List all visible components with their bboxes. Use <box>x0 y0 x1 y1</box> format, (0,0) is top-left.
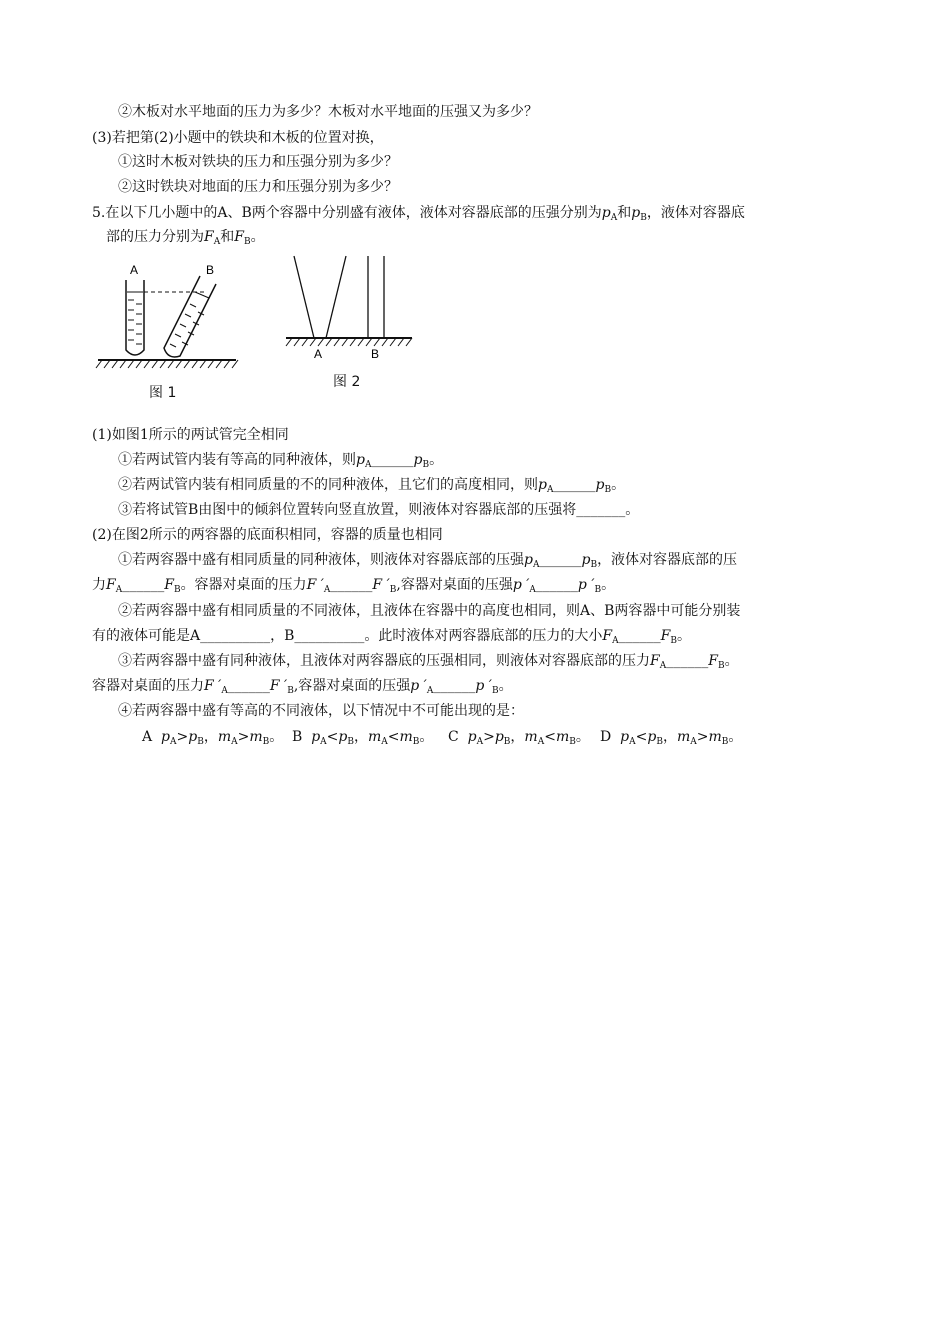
line-part1-a <box>118 451 443 474</box>
symbol-p-prime: p ′ <box>475 678 492 694</box>
op: < <box>635 729 648 745</box>
sub-B: B <box>594 585 602 595</box>
end: 。 <box>575 729 590 745</box>
line-part2-d: ④若两容器中盛有等高的不同液体，以下情况中不可能出现的是： <box>118 703 524 719</box>
text: 力 <box>92 577 106 593</box>
blank[interactable]: ______ <box>553 477 596 493</box>
text: ②若两试管内装有相同质量的不的同种液体，且它们的高度相同，则 <box>118 477 538 493</box>
symbol-p: p <box>338 729 348 745</box>
text: ，液体对容器底部的压 <box>597 552 738 568</box>
sub-A: A <box>629 737 636 747</box>
line-part2-b1: ②若两容器中盛有相同质量的不同液体，且液体在容器中的高度也相同，则A、B两容器中可能分别装 <box>118 603 741 619</box>
tube-a-liquid <box>127 292 143 344</box>
text: 和 <box>220 229 235 245</box>
symbol-F-prime: F ′ <box>372 577 390 593</box>
blank[interactable]: ______ <box>433 678 476 694</box>
text: 。 <box>429 452 444 468</box>
symbol-m: m <box>399 729 413 745</box>
symbol-p: p <box>494 729 504 745</box>
container-a-left <box>294 256 314 338</box>
option-letter: B <box>292 729 303 745</box>
symbol-F: F <box>234 229 244 245</box>
figure-2-containers <box>282 252 417 364</box>
sub-B: B <box>422 460 430 470</box>
line-q3a: ①这时木板对铁块的压力和压强分别为多少？ <box>118 154 398 170</box>
sub-A: A <box>476 737 484 747</box>
line-part2-c1 <box>118 652 739 675</box>
figure-2-caption: 图 2 <box>333 374 361 390</box>
line-part2: (2)在图2所示的两容器的底面积相同，容器的质量也相同 <box>92 527 443 543</box>
symbol-p: p <box>161 729 170 745</box>
label-b: B <box>371 347 380 361</box>
symbol-m: m <box>555 729 570 745</box>
sub-A: A <box>610 213 618 223</box>
symbol-m: m <box>217 729 232 745</box>
op: > <box>696 729 709 745</box>
text: 有的液体可能是A__________，B__________。此时液体对两容器底部的压力的大小 <box>92 628 603 644</box>
sub-B: B <box>721 737 729 747</box>
symbol-m: m <box>368 729 382 745</box>
symbol-F: F <box>204 229 214 245</box>
text: 。 <box>498 678 513 694</box>
ground-hatch <box>286 338 412 346</box>
sub-A: A <box>612 636 619 646</box>
symbol-m: m <box>524 729 538 745</box>
symbol-F: F <box>164 577 174 593</box>
blank[interactable]: ______ <box>666 653 709 669</box>
sub-A: A <box>323 585 331 595</box>
symbol-m: m <box>708 729 722 745</box>
line-part1-b <box>118 476 625 499</box>
end: 。 <box>728 729 743 745</box>
op: > <box>483 729 495 745</box>
symbol-p-prime: p ′ <box>410 678 427 694</box>
sub-A: A <box>690 737 697 747</box>
blank[interactable]: ______ <box>539 552 582 568</box>
symbol-p: p <box>188 729 198 745</box>
symbol-F: F <box>660 628 671 644</box>
symbol-p: p <box>538 477 547 493</box>
end: 。 <box>269 729 284 745</box>
ground-hatch <box>96 360 238 368</box>
symbol-p: p <box>601 205 611 221</box>
sub-B: B <box>569 737 576 747</box>
line-part2-b2 <box>92 627 691 650</box>
text: ,容器对桌面的压强 <box>293 678 411 694</box>
figure-1-caption: 图 1 <box>149 385 177 401</box>
sep: ， <box>510 729 525 745</box>
blank[interactable]: ______ <box>618 628 661 644</box>
sub-B: B <box>173 585 181 595</box>
symbol-p: p <box>647 729 657 745</box>
line-q3b: ②这时铁块对地面的压力和压强分别为多少？ <box>118 179 398 195</box>
symbol-F: F <box>708 653 718 669</box>
label-a: A <box>130 263 139 277</box>
blank[interactable]: ______ <box>535 577 578 593</box>
option-letter: D <box>600 729 612 745</box>
symbol-F-prime: F ′ <box>306 577 324 593</box>
symbol-m: m <box>676 729 691 745</box>
text: ，液体对容器底 <box>646 205 745 221</box>
line-q3: (3)若把第(2)小题中的铁块和木板的位置对换， <box>92 130 384 146</box>
symbol-m: m <box>249 729 263 745</box>
figure-1-test-tubes <box>94 262 244 377</box>
text: 部的压力分别为 <box>106 229 204 245</box>
symbol-p: p <box>467 729 477 745</box>
sub-B: B <box>590 560 598 570</box>
symbol-p: p <box>356 452 365 468</box>
sub-A: A <box>426 686 434 696</box>
sub-B: B <box>243 237 251 247</box>
sub-B: B <box>717 661 725 671</box>
line-q5-intro-2 <box>106 228 265 251</box>
blank[interactable]: ______ <box>330 577 373 593</box>
text: ①若两试管内装有等高的同种液体，则 <box>118 452 356 468</box>
symbol-p-prime: p ′ <box>577 577 595 593</box>
symbol-p: p <box>413 452 423 468</box>
symbol-F-prime: F ′ <box>269 678 288 694</box>
sub-A: A <box>115 585 123 595</box>
text: 。 <box>250 229 265 245</box>
sub-A: A <box>320 737 327 747</box>
sub-B: B <box>640 213 647 223</box>
text: 5.在以下几小题中的A、B两个容器中分别盛有液体，液体对容器底部的压强分别为 <box>92 205 602 221</box>
sub-A: A <box>537 737 545 747</box>
line-part2-a1 <box>118 551 737 574</box>
sub-B: B <box>604 485 612 495</box>
symbol-p: p <box>631 205 641 221</box>
sub-A: A <box>213 237 221 247</box>
text: 容器对桌面的压力 <box>92 678 204 694</box>
sep: ， <box>203 729 218 745</box>
line-part1: (1)如图1所示的两试管完全相同 <box>92 427 289 443</box>
container-a-right <box>326 256 346 338</box>
sub-B: B <box>197 737 204 747</box>
symbol-p-prime: p ′ <box>512 577 530 593</box>
text: 。 <box>601 577 616 593</box>
symbol-p: p <box>620 729 630 745</box>
sub-A: A <box>170 737 177 747</box>
sub-B: B <box>503 737 511 747</box>
sep: ， <box>354 729 368 745</box>
line-part2-a2 <box>92 576 615 599</box>
sub-A: A <box>221 686 228 696</box>
sub-A: A <box>381 737 388 747</box>
option-letter: A <box>142 729 153 745</box>
sub-A: A <box>532 560 540 570</box>
end: 。 <box>419 729 434 745</box>
op: > <box>176 729 189 745</box>
sub-B: B <box>670 636 677 646</box>
op: < <box>544 729 556 745</box>
line-part1-c: ③若将试管B由图中的倾斜位置转向竖直放置，则液体对容器底部的压强将_______。 <box>118 502 640 518</box>
symbol-p: p <box>581 552 591 568</box>
symbol-F: F <box>602 628 613 644</box>
option-b[interactable] <box>292 728 433 751</box>
line-q2b: ②木板对水平地面的压力为多少？木板对水平地面的压强又为多少？ <box>118 104 538 120</box>
sep: ， <box>662 729 677 745</box>
sub-B: B <box>287 686 294 696</box>
blank[interactable]: ______ <box>371 452 414 468</box>
symbol-F: F <box>106 577 116 593</box>
label-a: A <box>314 347 323 361</box>
sub-A: A <box>231 737 238 747</box>
symbol-p: p <box>595 477 605 493</box>
line-q5-intro <box>92 204 745 227</box>
blank[interactable]: ______ <box>122 577 165 593</box>
op: > <box>237 729 250 745</box>
tube-b-liquid <box>170 292 209 347</box>
line-part2-c2 <box>92 677 513 700</box>
sub-A: A <box>529 585 536 595</box>
symbol-F-prime: F ′ <box>204 678 222 694</box>
sub-A: A <box>659 661 667 671</box>
op: < <box>326 729 339 745</box>
sub-B: B <box>347 737 354 747</box>
sub-B: B <box>262 737 270 747</box>
text: 和 <box>617 205 632 221</box>
text: 。容器对桌面的压力 <box>180 577 307 593</box>
option-c[interactable] <box>448 728 590 751</box>
sub-A: A <box>546 485 554 495</box>
op: < <box>387 729 400 745</box>
option-d[interactable] <box>600 728 742 751</box>
text: ③若两容器中盛有同种液体，且液体对两容器底的压强相同，则液体对容器底部的压力 <box>118 653 650 669</box>
option-letter: C <box>448 729 459 745</box>
blank[interactable]: ______ <box>227 678 270 694</box>
sub-B: B <box>491 686 499 696</box>
symbol-F: F <box>650 653 660 669</box>
option-a[interactable] <box>142 728 283 751</box>
text: ,容器对桌面的压强 <box>396 577 513 593</box>
text: 。 <box>724 653 739 669</box>
symbol-p: p <box>311 729 321 745</box>
label-b: B <box>206 263 215 277</box>
sub-B: B <box>389 585 397 595</box>
sub-B: B <box>656 737 663 747</box>
symbol-p: p <box>524 552 533 568</box>
text: 。 <box>676 628 691 644</box>
text: ①若两容器中盛有相同质量的同种液体，则液体对容器底部的压强 <box>118 552 524 568</box>
sub-B: B <box>412 737 420 747</box>
text: 。 <box>611 477 626 493</box>
sub-A: A <box>364 460 372 470</box>
